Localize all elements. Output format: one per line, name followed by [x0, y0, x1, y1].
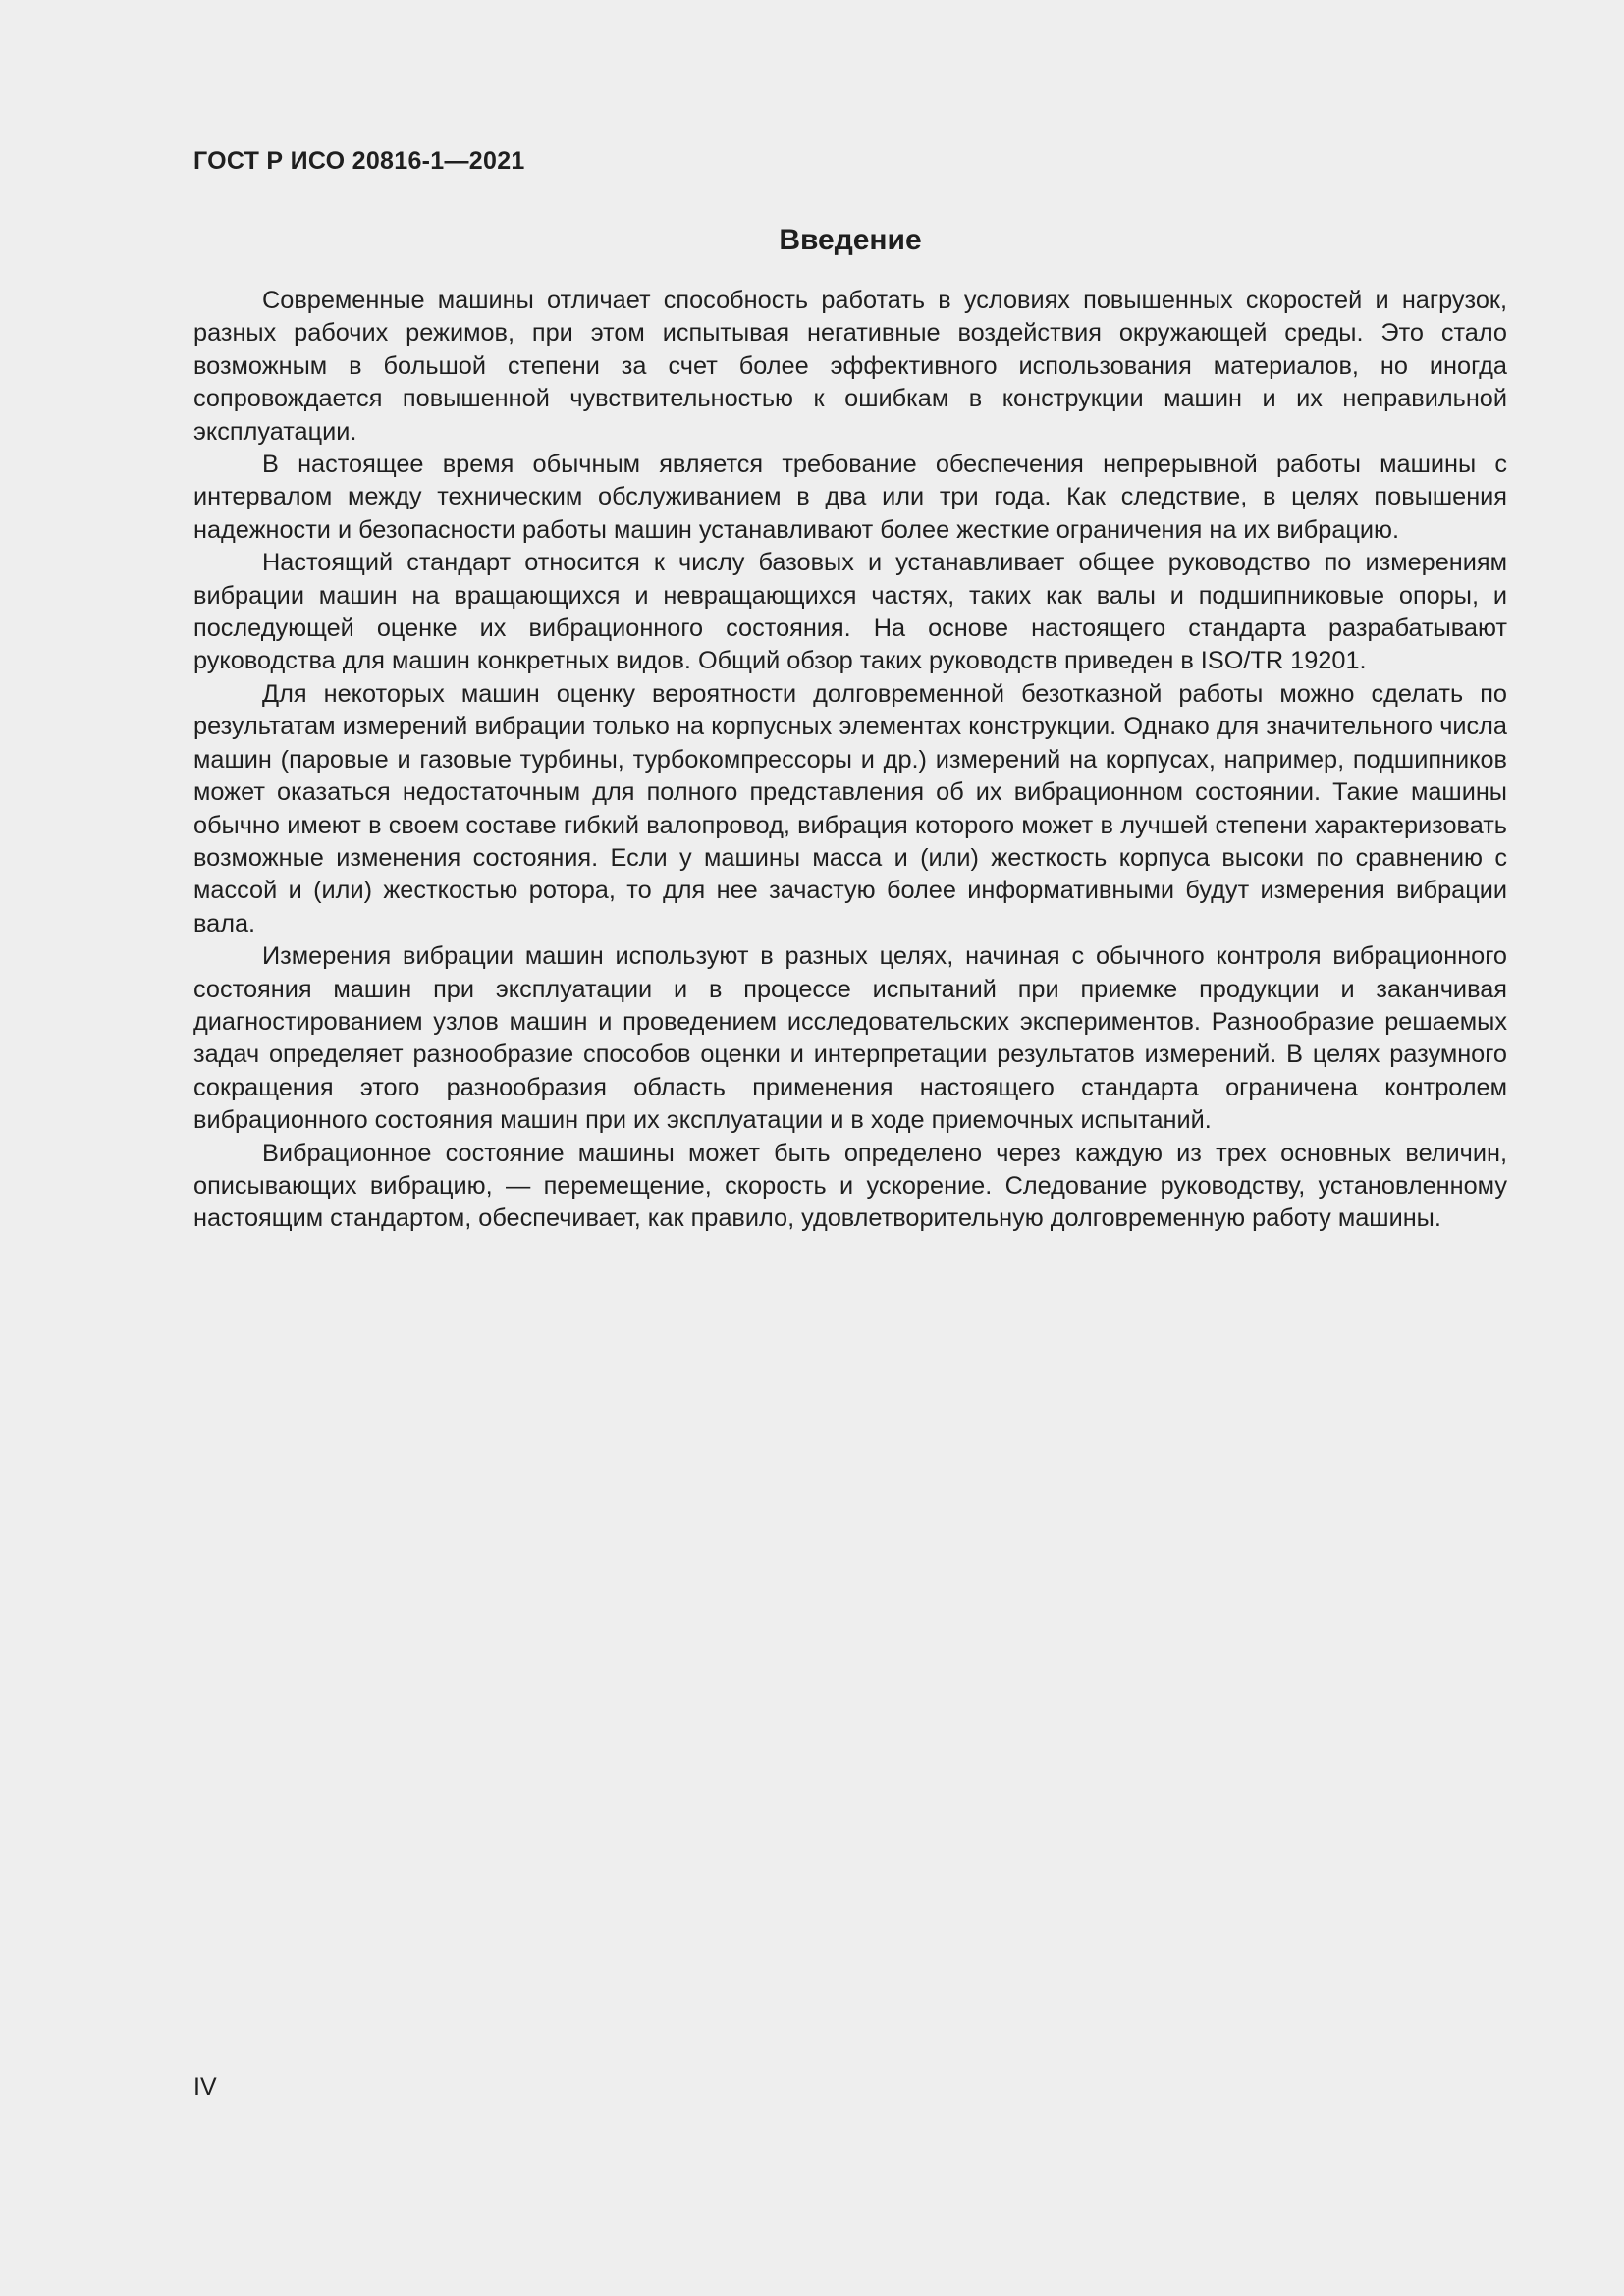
paragraph-1: Современные машины отличает способность работать в условиях повышенных скоростей и нагрузок, разных рабочих режимов, при этом испытывая негативные воздействия окружающей среды. Это стало возможным в большой степени за счет более эффективного использования материалов, но иногда сопровождается повышенной чувствительностью к ошибкам в конструкции машин и их неправильной эксплуатации.	[193, 287, 1507, 446]
section-title: Введение	[779, 224, 922, 256]
paragraph-4: Для некоторых машин оценку вероятности долговременной безотказной работы можно сделать по результатам измерений вибрации только на корпусных элементах конструкции. Однако для значительного числа машин (паровые и газовые турбины, турбокомпрессоры и др.) измерений на корпусах, например, подшипников может оказаться недостаточным для полного представления об их вибрационном состоянии. Такие машины обычно имеют в своем составе гибкий валопровод, вибрация которого может в лучшей степени характеризовать возможные изменения состояния. Если у машины масса и (или) жесткость корпуса высоки по сравнению с массой и (или) жесткостью ротора, то для нее зачастую более информативными будут измерения вибрации вала.	[193, 679, 1507, 937]
paragraph-5: Измерения вибрации машин используют в разных целях, начиная с обычного контроля вибрационного состояния машин при эксплуатации и в процессе испытаний при приемке продукции и заканчивая диагностированием узлов машин и проведением исследовательских экспериментов. Разнообразие решаемых задач определяет разнообразие способов оценки и интерпретации результатов измерений. В целях разумного сокращения этого разнообразия область применения настоящего стандарта ограничена контролем вибрационного состояния машин при их эксплуатации и в ходе приемочных испытаний.	[193, 942, 1507, 1135]
paragraph-6: Вибрационное состояние машины может быть определено через каждую из трех основных величин, описывающих вибрацию, — перемещение, скорость и ускорение. Следование руководству, установленному настоящим стандартом, обеспечивает, как правило, удовлетворительную долговременную работу машины.	[193, 1139, 1507, 1233]
paragraph-3: Настоящий стандарт относится к числу базовых и устанавливает общее руководство по измерениям вибрации машин на вращающихся и невращающихся частях, таких как валы и подшипниковые опоры, и последующей оценке их вибрационного состояния. На основе настоящего стандарта разрабатывают руководства для машин конкретных видов. Общий обзор таких руководств приведен в ISO/TR 19201.	[193, 549, 1507, 675]
paragraph-2: В настоящее время обычным является требование обеспечения непрерывной работы машины с интервалом между техническим обслуживанием в два или три года. Как следствие, в целях повышения надежности и безопасности работы машин устанавливают более жесткие ограничения на их вибрацию.	[193, 451, 1507, 544]
section-body	[193, 285, 1507, 1236]
standard-designation: ГОСТ Р ИСО 20816-1—2021	[193, 147, 525, 175]
page-number: IV	[193, 2073, 217, 2101]
